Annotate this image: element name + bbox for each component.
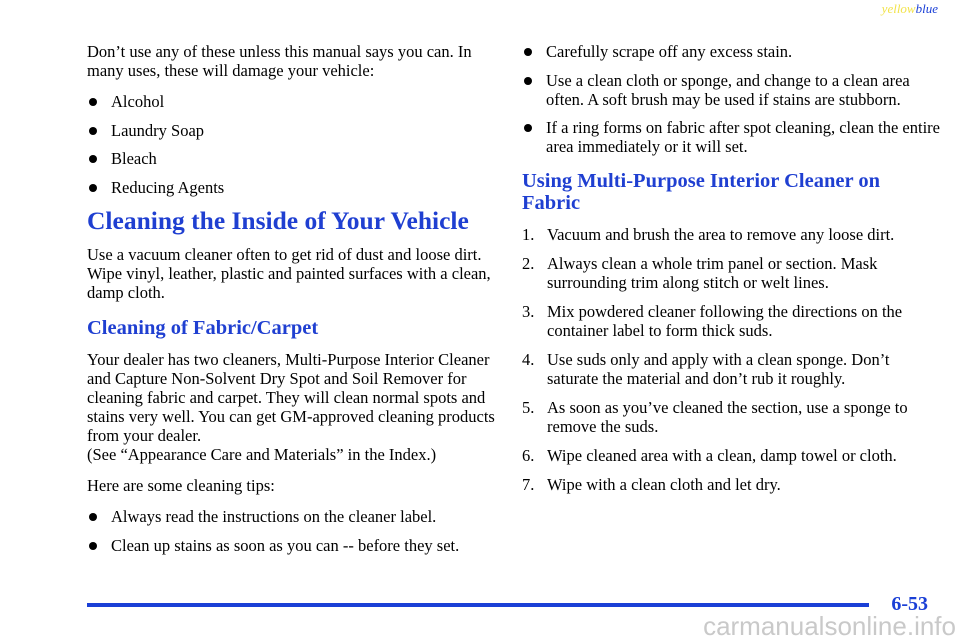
left-column	[87, 42, 497, 564]
step-text: Vacuum and brush the area to remove any loose dirt.	[547, 225, 895, 244]
step-item	[522, 302, 942, 340]
step-number: 6.	[522, 446, 535, 465]
index-reference: (See “Appearance Care and Materials” in the Index.)	[87, 445, 437, 464]
bullet-icon	[524, 124, 532, 132]
bullet-icon	[89, 155, 97, 163]
bullet-icon	[89, 98, 97, 106]
list-item	[522, 42, 942, 61]
avoid-list	[87, 92, 497, 197]
step-number: 7.	[522, 475, 535, 494]
step-number: 1.	[522, 225, 535, 244]
step-text: As soon as you’ve cleaned the section, use a sponge to remove the suds.	[547, 398, 908, 436]
step-item	[522, 398, 942, 436]
footer-rule	[87, 603, 869, 607]
subsection-heading: Using Multi‑Purpose Interior Cleaner on Fabric	[522, 170, 880, 214]
list-item-text: If a ring forms on fabric after spot cleaning, clean the entire area immediately or it will set.	[546, 118, 940, 156]
list-item-text: Use a clean cloth or sponge, and change to a clean area often. A soft brush may be used if stains are stubborn.	[546, 70, 910, 109]
step-item	[522, 254, 942, 292]
step-text: Wipe with a clean cloth and let dry.	[547, 475, 781, 494]
step-number: 2.	[522, 254, 535, 273]
bullet-icon	[89, 513, 97, 521]
list-item	[87, 536, 497, 555]
color-tag-blue: blue	[915, 1, 938, 16]
bullet-icon	[89, 184, 97, 192]
color-tag-yellow: yellow	[881, 1, 916, 16]
step-item	[522, 350, 942, 388]
list-item	[87, 178, 497, 197]
watermark: carmanualsonline.info	[703, 611, 956, 641]
bullet-icon	[524, 48, 532, 56]
list-item-text: Clean up stains as soon as you can -- before they set.	[111, 535, 460, 555]
list-item	[522, 118, 942, 156]
subsection-heading: Cleaning of Fabric/Carpet	[87, 317, 319, 339]
section-heading: Cleaning the Inside of Your Vehicle	[87, 206, 469, 235]
step-text: Wipe cleaned area with a clean, damp towel or cloth.	[547, 446, 897, 465]
steps-list	[522, 225, 942, 494]
step-number: 5.	[522, 398, 535, 417]
list-item-text: Always read the instructions on the cleaner label.	[111, 507, 437, 526]
list-item-text: Laundry Soap	[111, 120, 205, 140]
bullet-icon	[89, 542, 97, 550]
list-item	[87, 507, 497, 526]
step-text: Mix powdered cleaner following the directions on the container label to form thick suds.	[547, 302, 903, 340]
list-item	[522, 71, 942, 109]
page-number: 6‑53	[891, 593, 928, 615]
list-item	[87, 121, 497, 140]
step-item	[522, 475, 942, 494]
step-item	[522, 446, 942, 465]
list-item-text: Carefully scrape off any excess stain.	[546, 42, 793, 61]
dealer-paragraph-text: Your dealer has two cleaners, Multi‑Purpose Interior Cleaner and Capture Non‑Solvent Dry Spot and Soil Remover for cleaning fabric and carpet. They will clean normal spots and stains very well. You can get GM‑approved cleaning products from your dealer.	[87, 350, 495, 445]
step-number: 3.	[522, 302, 535, 321]
tips-intro: Here are some cleaning tips:	[87, 476, 275, 495]
list-item	[87, 92, 497, 111]
list-item-text: Alcohol	[111, 92, 165, 111]
step-text: Use suds only and apply with a clean sponge. Don’t saturate the material and don’t rub it roughly.	[547, 350, 890, 388]
bullet-icon	[524, 77, 532, 85]
list-item-text: Reducing Agents	[111, 177, 225, 197]
color-tag	[882, 0, 938, 17]
step-item	[522, 225, 942, 244]
step-text: Always clean a whole trim panel or section. Mask surrounding trim along stitch or welt lines.	[547, 254, 878, 292]
bullet-icon	[89, 127, 97, 135]
tips-list-continued	[522, 42, 942, 156]
list-item	[87, 149, 497, 168]
intro-paragraph: Don’t use any of these unless this manual says you can. In many uses, these will damage your vehicle:	[87, 42, 472, 80]
list-item-text: Bleach	[111, 149, 157, 168]
right-column	[522, 42, 942, 504]
step-number: 4.	[522, 350, 535, 369]
tips-list	[87, 507, 497, 555]
vacuum-paragraph: Use a vacuum cleaner often to get rid of dust and loose dirt. Wipe vinyl, leather, plastic and painted surfaces with a clean, damp cloth.	[87, 245, 491, 302]
dealer-paragraph	[87, 350, 497, 464]
